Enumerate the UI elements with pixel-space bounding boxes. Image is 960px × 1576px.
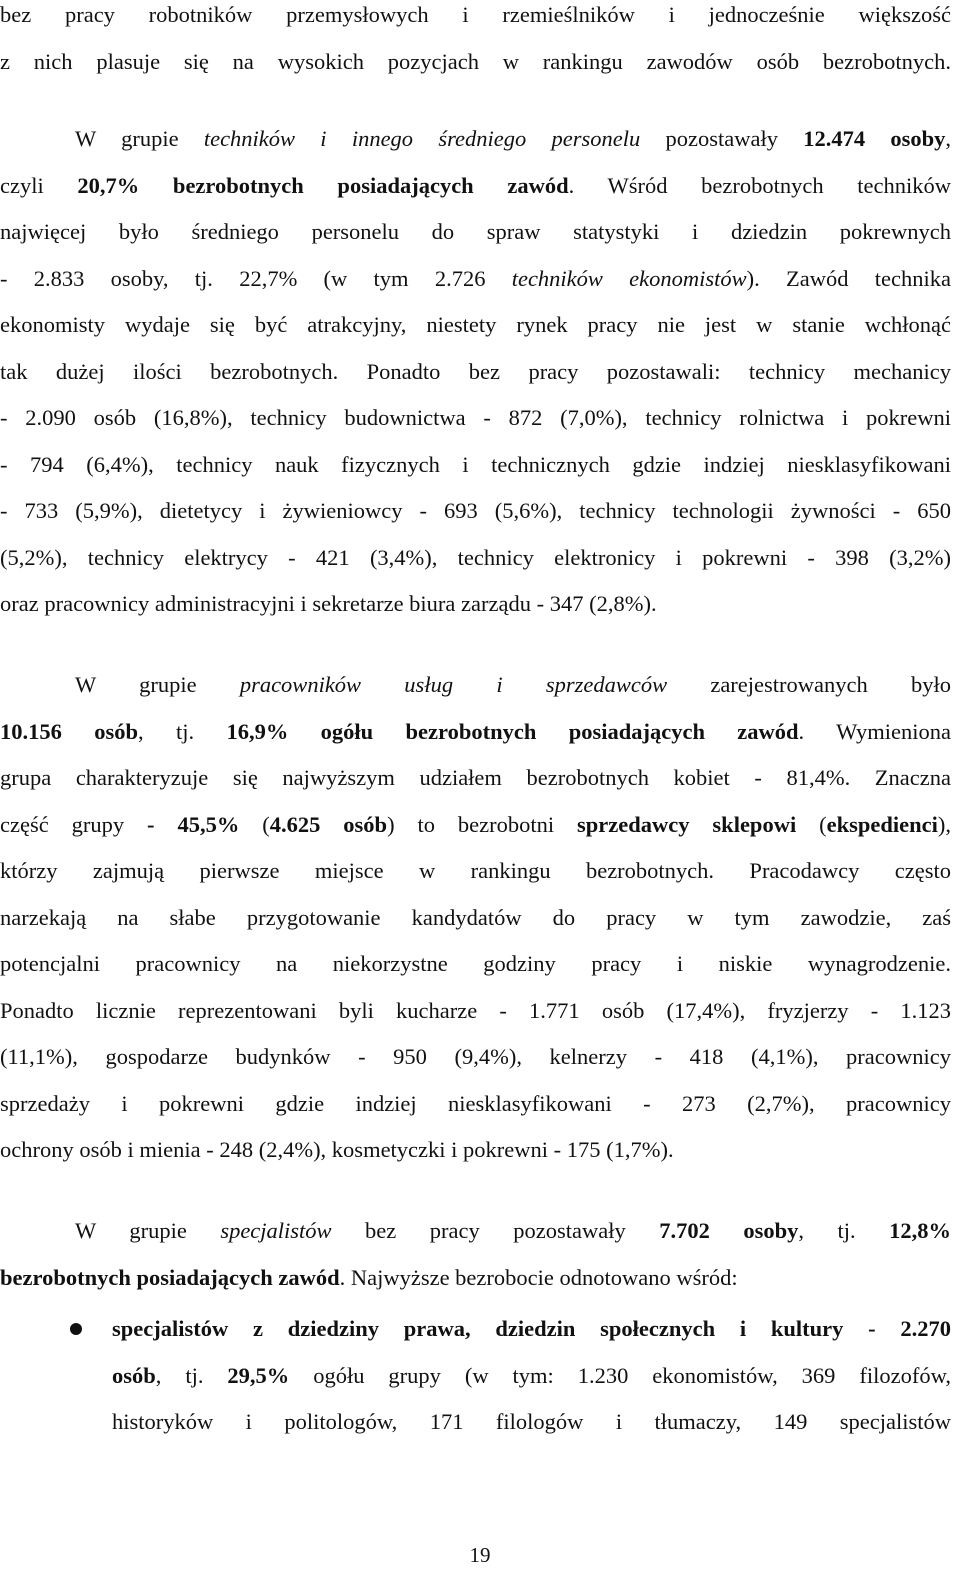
- text-run: ochrony osób i mienia - 248 (2,4%), kosmetyczki i pokrewni - 175 (1,7%).: [0, 1137, 674, 1162]
- text-run: narzekają na słabe przygotowanie kandydatów do pracy w tym zawodzie, zaś: [0, 904, 951, 930]
- text-run: (: [796, 811, 827, 837]
- text-run: ogółu grupy (w tym: 1.230 ekonomistów, 369 filozofów,: [289, 1362, 951, 1388]
- text-line: [0, 209, 951, 256]
- text-run: 16,9% ogółu bezrobotnych posiadających zawód: [226, 718, 799, 744]
- text-line: [0, 1081, 951, 1128]
- paragraph-2: [0, 116, 951, 628]
- text-run: czyli: [0, 172, 78, 198]
- text-run: ,: [945, 126, 951, 151]
- text-line: [0, 0, 951, 39]
- text-line: [0, 256, 951, 303]
- text-run: W grupie: [75, 126, 204, 151]
- text-line: [0, 1255, 951, 1302]
- text-run: , tj.: [155, 1362, 228, 1388]
- text-line: [112, 1353, 951, 1400]
- page-number: 19: [469, 1543, 491, 1567]
- text-line: [0, 349, 951, 396]
- text-run: specjalistów: [220, 1218, 332, 1243]
- text-run: 12,8%: [889, 1218, 951, 1243]
- text-run: bezrobotnych posiadających zawód: [0, 1264, 340, 1290]
- text-run: - 2.090 osób (16,8%), technicy budownictwa - 872 (7,0%), technicy rolnictwa i pokrewni: [0, 405, 951, 430]
- text-run: 29,5%: [227, 1362, 290, 1388]
- text-run: specjalistów z dziedziny prawa, dziedzin społecznych i kultury - 2.270: [112, 1316, 951, 1341]
- text-line: [0, 988, 951, 1035]
- text-run: W grupie: [75, 672, 240, 697]
- text-line: [0, 895, 951, 942]
- text-line: [112, 1399, 951, 1446]
- text-line: [0, 662, 951, 709]
- text-run: - 733 (5,9%), dietetycy i żywieniowcy - 693 (5,6%), technicy technologii żywności - 650: [0, 498, 951, 523]
- text-run: część grupy: [0, 811, 148, 837]
- text-line: [0, 39, 951, 86]
- text-run: ekonomisty wydaje się być atrakcyjny, niestety rynek pracy nie jest w stanie wchłonąć: [0, 312, 951, 337]
- text-run: najwięcej było średniego personelu do spraw statystyki i dziedzin pokrewnych: [0, 219, 951, 244]
- text-line: [0, 802, 951, 849]
- text-run: . Najwyższe bezrobocie odnotowano wśród:: [339, 1264, 738, 1290]
- text-run: W grupie: [75, 1218, 221, 1243]
- text-run: pozostawały: [640, 126, 804, 151]
- text-line: [0, 442, 951, 489]
- text-run: bez pracy pozostawały: [331, 1218, 660, 1243]
- text-run: potencjalni pracownicy na niekorzystne godziny pracy i niskie wynagrodzenie.: [0, 951, 951, 976]
- text-run: 4.625 osób: [269, 811, 388, 837]
- paragraph-1: [0, 0, 951, 85]
- text-run: Ponadto licznie reprezentowani byli kucharze - 1.771 osób (17,4%), fryzjerzy - 1.123: [0, 997, 951, 1023]
- text-run: 12.474 osoby: [803, 126, 946, 151]
- text-run: ) to bezrobotni: [387, 811, 578, 837]
- text-run: - 794 (6,4%), technicy nauk fizycznych i technicznych gdzie indziej niesklasyfikowani: [0, 451, 951, 477]
- text-line: [0, 941, 951, 988]
- bullet-dot-icon: [70, 1323, 82, 1335]
- text-run: ),: [937, 811, 952, 837]
- text-run: (: [239, 811, 270, 837]
- text-line: [112, 1306, 951, 1353]
- text-line: [0, 709, 951, 756]
- text-run: - 45,5%: [147, 811, 240, 837]
- text-run: sprzedaży i pokrewni gdzie indziej niesklasyfikowani - 273 (2,7%), pracownicy: [0, 1090, 951, 1116]
- text-line: [0, 755, 951, 802]
- text-line: [0, 1127, 951, 1174]
- text-run: osób: [112, 1362, 156, 1388]
- text-run: . Wśród bezrobotnych techników: [568, 172, 951, 198]
- text-run: grupa charakteryzuje się najwyższym udziałem bezrobotnych kobiet - 81,4%. Znaczna: [0, 765, 951, 790]
- text-run: pracowników usług i sprzedawców: [239, 672, 668, 697]
- text-line: [0, 1034, 951, 1081]
- text-run: sprzedawcy sklepowi: [577, 811, 797, 837]
- text-run: techników i innego średniego personelu: [203, 126, 641, 151]
- text-line: [0, 116, 951, 163]
- text-line: [0, 163, 951, 210]
- text-run: 10.156 osób: [0, 718, 138, 744]
- text-run: z nich plasuje się na wysokich pozycjach w rankingu zawodów osób bezrobotnych.: [0, 48, 951, 74]
- text-run: ). Zawód technika: [746, 265, 951, 291]
- text-run: (11,1%), gospodarze budynków - 950 (9,4%), kelnerzy - 418 (4,1%), pracownicy: [0, 1044, 951, 1069]
- text-line: [0, 535, 951, 582]
- paragraph-3: [0, 662, 951, 1174]
- text-run: oraz pracownicy administracyjni i sekretarze biura zarządu - 347 (2,8%).: [0, 591, 657, 616]
- text-line: [0, 302, 951, 349]
- text-run: tak dużej ilości bezrobotnych. Ponadto bez pracy pozostawali: technicy mechanicy: [0, 358, 951, 384]
- paragraph-4: [0, 1208, 951, 1301]
- text-run: 20,7% bezrobotnych posiadających zawód: [77, 172, 569, 198]
- text-line: [0, 848, 951, 895]
- text-run: (5,2%), technicy elektrycy - 421 (3,4%), technicy elektronicy i pokrewni - 398 (3,2%): [0, 544, 951, 570]
- bullet-item-1: [112, 1306, 951, 1446]
- text-run: zarejestrowanych było: [667, 672, 951, 697]
- text-run: techników ekonomistów: [511, 265, 747, 291]
- text-run: - 2.833 osoby, tj. 22,7% (w tym 2.726: [0, 265, 512, 291]
- text-run: , tj.: [798, 1218, 890, 1243]
- text-run: , tj.: [138, 718, 227, 744]
- text-line: [0, 581, 951, 628]
- text-run: bez pracy robotników przemysłowych i rzemieślników i jednocześnie większość: [0, 2, 951, 27]
- text-run: 7.702 osoby: [659, 1218, 799, 1243]
- text-line: [0, 1208, 951, 1255]
- text-run: . Wymieniona: [798, 718, 951, 744]
- text-run: ekspedienci: [826, 811, 938, 837]
- text-run: którzy zajmują pierwsze miejsce w rankingu bezrobotnych. Pracodawcy często: [0, 858, 951, 883]
- text-run: historyków i politologów, 171 filologów i tłumaczy, 149 specjalistów: [112, 1409, 951, 1434]
- text-line: [0, 488, 951, 535]
- text-line: [0, 395, 951, 442]
